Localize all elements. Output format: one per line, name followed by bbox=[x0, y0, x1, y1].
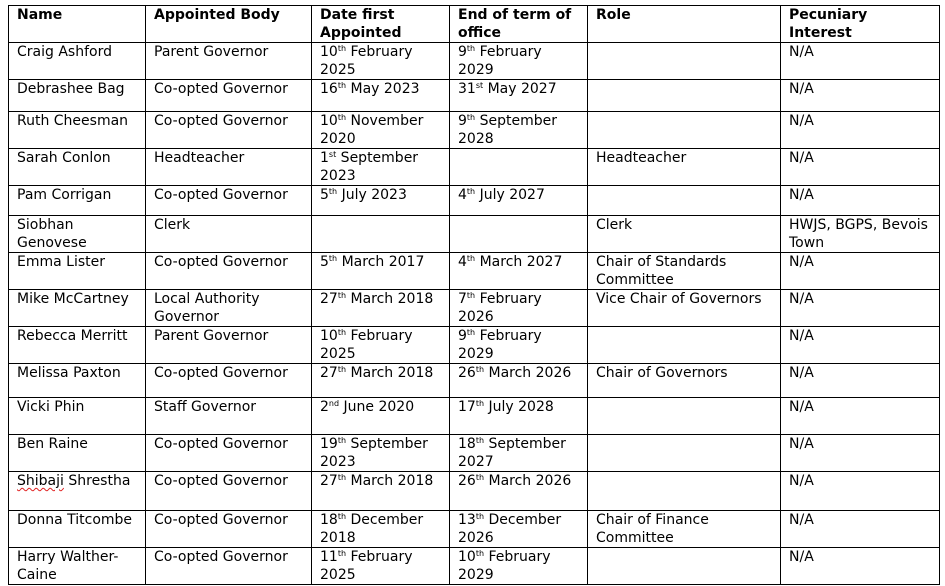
cell-date-first-appointed: 5th March 2017 bbox=[312, 253, 450, 290]
cell-name: Donna Titcombe bbox=[9, 511, 146, 548]
cell-date-first-appointed: 10th February 2025 bbox=[312, 43, 450, 80]
cell-pecuniary-interest: N/A bbox=[781, 186, 940, 216]
cell-role: Chair of Governors bbox=[588, 364, 781, 398]
cell-name: Craig Ashford bbox=[9, 43, 146, 80]
cell-name: Debrashee Bag bbox=[9, 80, 146, 112]
cell-pecuniary-interest: N/A bbox=[781, 327, 940, 364]
cell-role: Clerk bbox=[588, 216, 781, 253]
cell-end-of-term: 4th March 2027 bbox=[450, 253, 588, 290]
cell-pecuniary-interest: N/A bbox=[781, 112, 940, 149]
header-pecuniary-interest: Pecuniary Interest bbox=[781, 6, 940, 43]
cell-pecuniary-interest: N/A bbox=[781, 43, 940, 80]
table-body bbox=[9, 43, 940, 585]
table-row bbox=[9, 253, 940, 290]
cell-appointed-body: Co-opted Governor bbox=[146, 548, 312, 585]
cell-pecuniary-interest: N/A bbox=[781, 435, 940, 472]
cell-pecuniary-interest: N/A bbox=[781, 253, 940, 290]
cell-date-first-appointed: 16th May 2023 bbox=[312, 80, 450, 112]
cell-end-of-term: 26th March 2026 bbox=[450, 364, 588, 398]
table-row bbox=[9, 112, 940, 149]
table-row bbox=[9, 186, 940, 216]
cell-appointed-body: Headteacher bbox=[146, 149, 312, 186]
cell-end-of-term: 17th July 2028 bbox=[450, 398, 588, 435]
cell-role bbox=[588, 435, 781, 472]
cell-role bbox=[588, 43, 781, 80]
cell-appointed-body: Local Authority Governor bbox=[146, 290, 312, 327]
header-end-of-term: End of term of office bbox=[450, 6, 588, 43]
cell-name: Shibaji Shrestha bbox=[9, 472, 146, 511]
cell-name: Siobhan Genovese bbox=[9, 216, 146, 253]
cell-role bbox=[588, 112, 781, 149]
cell-name: Ben Raine bbox=[9, 435, 146, 472]
cell-end-of-term: 10th February 2029 bbox=[450, 548, 588, 585]
table-row bbox=[9, 472, 940, 511]
cell-date-first-appointed: 2nd June 2020 bbox=[312, 398, 450, 435]
cell-name: Rebecca Merritt bbox=[9, 327, 146, 364]
cell-end-of-term bbox=[450, 216, 588, 253]
cell-end-of-term: 9th February 2029 bbox=[450, 327, 588, 364]
cell-date-first-appointed: 19th September 2023 bbox=[312, 435, 450, 472]
cell-appointed-body: Parent Governor bbox=[146, 327, 312, 364]
cell-end-of-term: 13th December 2026 bbox=[450, 511, 588, 548]
cell-role bbox=[588, 398, 781, 435]
table-row bbox=[9, 398, 940, 435]
cell-appointed-body: Co-opted Governor bbox=[146, 364, 312, 398]
header-name: Name bbox=[9, 6, 146, 43]
cell-role bbox=[588, 80, 781, 112]
table-row bbox=[9, 511, 940, 548]
table-row bbox=[9, 327, 940, 364]
cell-name: Ruth Cheesman bbox=[9, 112, 146, 149]
table-row bbox=[9, 43, 940, 80]
cell-end-of-term bbox=[450, 149, 588, 186]
cell-appointed-body: Co-opted Governor bbox=[146, 112, 312, 149]
cell-end-of-term: 9th February 2029 bbox=[450, 43, 588, 80]
cell-end-of-term: 4th July 2027 bbox=[450, 186, 588, 216]
cell-name: Sarah Conlon bbox=[9, 149, 146, 186]
cell-role: Headteacher bbox=[588, 149, 781, 186]
cell-appointed-body: Co-opted Governor bbox=[146, 80, 312, 112]
cell-appointed-body: Co-opted Governor bbox=[146, 186, 312, 216]
cell-role: Vice Chair of Governors bbox=[588, 290, 781, 327]
cell-role: Chair of Finance Committee bbox=[588, 511, 781, 548]
cell-name: Melissa Paxton bbox=[9, 364, 146, 398]
cell-date-first-appointed: 5th July 2023 bbox=[312, 186, 450, 216]
header-role: Role bbox=[588, 6, 781, 43]
cell-appointed-body: Parent Governor bbox=[146, 43, 312, 80]
cell-date-first-appointed: 10th February 2025 bbox=[312, 327, 450, 364]
cell-role bbox=[588, 186, 781, 216]
header-appointed-body: Appointed Body bbox=[146, 6, 312, 43]
cell-pecuniary-interest: N/A bbox=[781, 290, 940, 327]
cell-date-first-appointed: 27th March 2018 bbox=[312, 472, 450, 511]
cell-end-of-term: 9th September 2028 bbox=[450, 112, 588, 149]
cell-appointed-body: Co-opted Governor bbox=[146, 253, 312, 290]
cell-end-of-term: 26th March 2026 bbox=[450, 472, 588, 511]
cell-role bbox=[588, 472, 781, 511]
table-row bbox=[9, 80, 940, 112]
cell-date-first-appointed: 27th March 2018 bbox=[312, 364, 450, 398]
cell-date-first-appointed bbox=[312, 216, 450, 253]
cell-pecuniary-interest: N/A bbox=[781, 398, 940, 435]
cell-date-first-appointed: 27th March 2018 bbox=[312, 290, 450, 327]
cell-pecuniary-interest: HWJS, BGPS, Bevois Town bbox=[781, 216, 940, 253]
table-row bbox=[9, 290, 940, 327]
cell-pecuniary-interest: N/A bbox=[781, 149, 940, 186]
header-date-first-appointed: Date first Appointed bbox=[312, 6, 450, 43]
table-row bbox=[9, 149, 940, 186]
cell-pecuniary-interest: N/A bbox=[781, 548, 940, 585]
cell-appointed-body: Co-opted Governor bbox=[146, 472, 312, 511]
cell-role: Chair of Standards Committee bbox=[588, 253, 781, 290]
table-row bbox=[9, 364, 940, 398]
cell-pecuniary-interest: N/A bbox=[781, 511, 940, 548]
table-row bbox=[9, 435, 940, 472]
cell-role bbox=[588, 327, 781, 364]
cell-name: Emma Lister bbox=[9, 253, 146, 290]
cell-date-first-appointed: 18th December 2018 bbox=[312, 511, 450, 548]
cell-appointed-body: Staff Governor bbox=[146, 398, 312, 435]
cell-name: Harry Walther-Caine bbox=[9, 548, 146, 585]
table-row bbox=[9, 216, 940, 253]
cell-pecuniary-interest: N/A bbox=[781, 364, 940, 398]
cell-end-of-term: 7th February 2026 bbox=[450, 290, 588, 327]
cell-date-first-appointed: 1st September 2023 bbox=[312, 149, 450, 186]
cell-name: Pam Corrigan bbox=[9, 186, 146, 216]
cell-name: Mike McCartney bbox=[9, 290, 146, 327]
governors-table bbox=[8, 5, 940, 585]
cell-end-of-term: 18th September 2027 bbox=[450, 435, 588, 472]
cell-appointed-body: Clerk bbox=[146, 216, 312, 253]
cell-name: Vicki Phin bbox=[9, 398, 146, 435]
cell-appointed-body: Co-opted Governor bbox=[146, 435, 312, 472]
cell-date-first-appointed: 11th February 2025 bbox=[312, 548, 450, 585]
cell-role bbox=[588, 548, 781, 585]
cell-pecuniary-interest: N/A bbox=[781, 80, 940, 112]
cell-date-first-appointed: 10th November 2020 bbox=[312, 112, 450, 149]
table-row bbox=[9, 548, 940, 585]
cell-end-of-term: 31st May 2027 bbox=[450, 80, 588, 112]
cell-appointed-body: Co-opted Governor bbox=[146, 511, 312, 548]
header-row bbox=[9, 6, 940, 43]
cell-pecuniary-interest: N/A bbox=[781, 472, 940, 511]
